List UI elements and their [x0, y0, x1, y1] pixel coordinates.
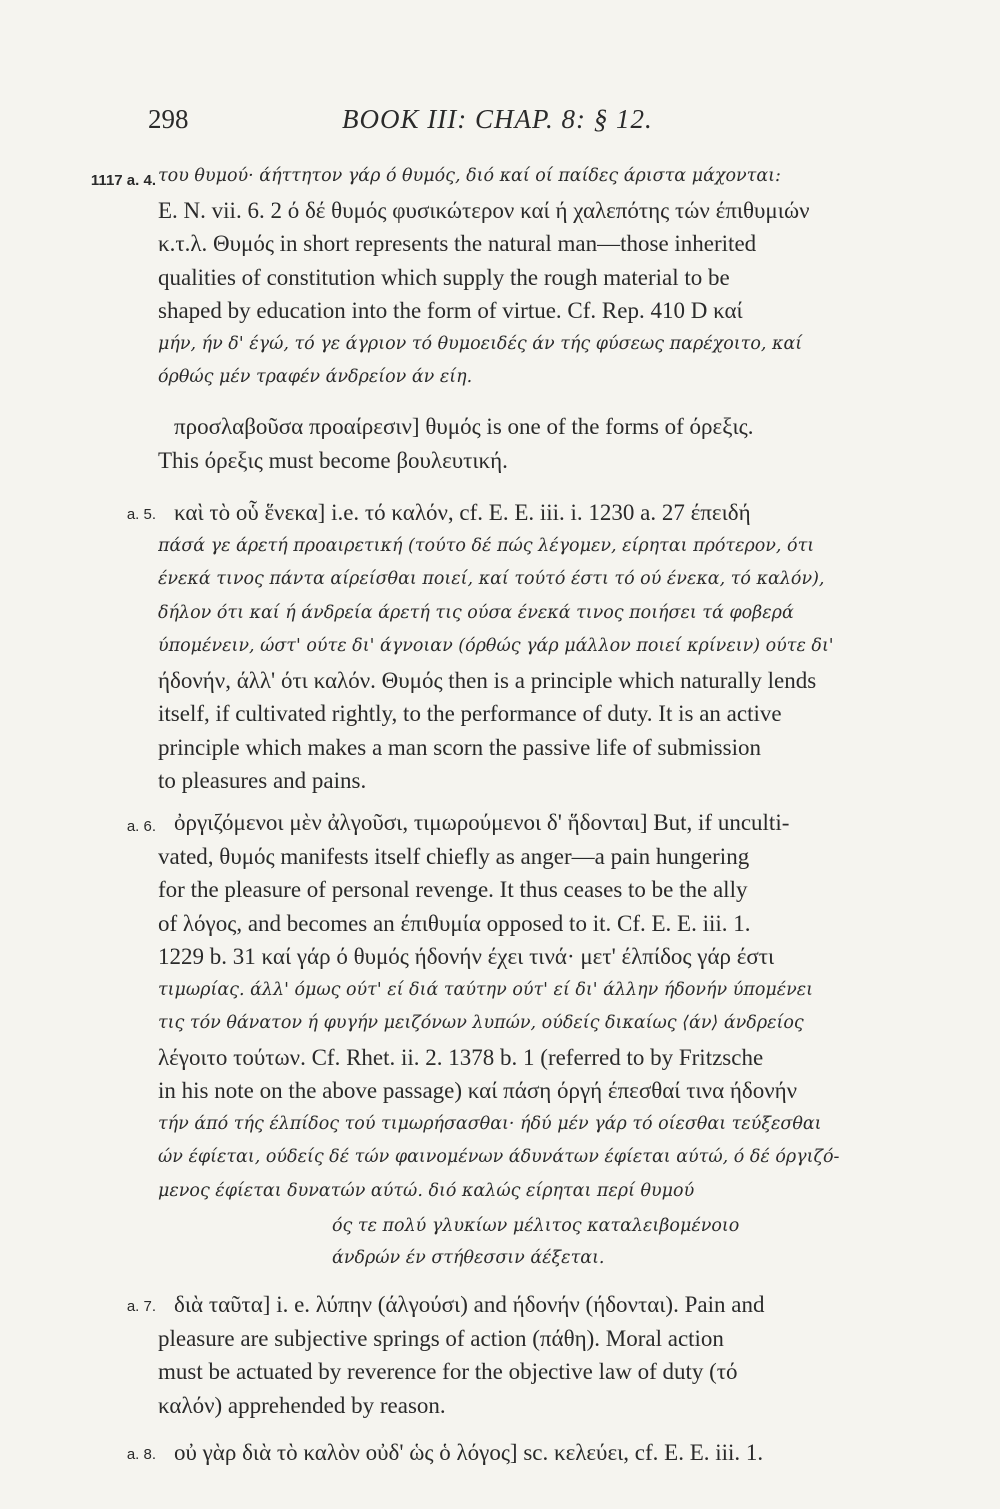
text-line: vated, θυμός manifests itself chiefly as anger—a pain hungering	[158, 843, 750, 869]
text-line: οὐ γὰρ διὰ τὸ καλὸν οὐδ' ὡς ὁ λόγος] sc. κελεύει, cf. E. E. iii. 1.	[174, 1440, 764, 1465]
text-line: μενος έφίεται δυνατών αύτώ. διό καλώς είρηται περί θυμού	[158, 1180, 695, 1201]
verse-line: άνδρών έν στήθεσσιν άέξεται.	[332, 1248, 605, 1268]
text-line: principle which makes a man scorn the passive life of submission	[158, 734, 761, 760]
note-text	[158, 1288, 918, 1422]
text-line: προσλαβοῦσα προαίρεσιν] θυμός is one of the forms of όρεξις.	[174, 414, 754, 439]
note-text	[158, 496, 918, 798]
text-line: qualities of constitution which supply the rough material to be	[158, 264, 730, 290]
text-line: 1229 b. 31 καί γάρ ό θυμός ήδονήν έχει τινά· μετ' έλπίδος γάρ έστι	[158, 944, 775, 969]
text-line: must be actuated by reverence for the objective law of duty (τό	[158, 1359, 738, 1384]
text-line: όρθώς μέν τραφέν άνδρείον άν είη.	[158, 367, 473, 387]
text-line: ένεκά τινος πάντα αίρείσθαι ποιεί, καί τούτό έστι τό ού ένεκα, τό καλόν),	[158, 569, 825, 589]
line-reference: a. 5.	[126, 506, 156, 523]
text-line: ήδονήν, άλλ' ότι καλόν. Θυμός then is a principle which naturally lends	[158, 667, 817, 693]
text-line: itself, if cultivated rightly, to the performance of duty. It is an active	[158, 701, 782, 726]
text-line: μήν, ήν δ' έγώ, τό γε άγριον τό θυμοειδές άν τής φύσεως παρέχοιτο, καί	[158, 333, 803, 354]
note-text	[158, 160, 918, 395]
line-reference: a. 7.	[126, 1298, 156, 1315]
text-line: πάσά γε άρετή προαιρετική (τούτο δέ πώς λέγομεν, είρηται πρότερον, ότι	[158, 535, 815, 556]
note-text	[158, 1436, 918, 1470]
verse-quotation	[332, 1210, 832, 1274]
text-line: λέγοιτο τούτων. Cf. Rhet. ii. 2. 1378 b. 1 (referred to by Fritzsche	[158, 1044, 764, 1070]
running-head: BOOK III: CHAP. 8: § 12.	[342, 104, 653, 134]
line-reference: a. 8.	[126, 1446, 156, 1463]
text-line: This όρεξις must become βουλευτική.	[158, 447, 508, 473]
line-reference: a. 6.	[126, 818, 156, 835]
text-line: to pleasures and pains.	[158, 768, 367, 793]
text-line: τιμωρίας. άλλ' όμως ούτ' εί διά ταύτην ούτ' εί δι' άλλην ήδονήν ύπομένει	[158, 979, 814, 1000]
text-line: καλόν) apprehended by reason.	[158, 1392, 446, 1418]
text-line: του θυμού· άήττητον γάρ ό θυμός, διό καί οί παίδες άριστα μάχονται:	[158, 166, 781, 186]
text-line: διὰ ταῦτα] i. e. λύπην (άλγούσι) and ήδονήν (ήδονται). Pain and	[174, 1292, 765, 1317]
note-text	[158, 806, 918, 1208]
page-number: 298	[148, 104, 189, 134]
line-reference: 1117 a. 4.	[90, 172, 156, 189]
text-line: ύπομένειν, ώστ' ούτε δι' άγνοιαν (όρθώς γάρ μάλλον ποιεί κρίνειν) ούτε δι'	[158, 636, 834, 656]
text-line: ὀργιζόμενοι μὲν ἀλγοῦσι, τιμωρούμενοι δ' ἥδονται] But, if unculti-	[174, 810, 790, 835]
verse-line: ός τε πολύ γλυκίων μέλιτος καταλειβομένοιο	[332, 1216, 740, 1236]
text-line: shaped by education into the form of virtue. Cf. Rep. 410 D καί	[158, 298, 743, 323]
note-text	[158, 410, 918, 477]
text-line: τήν άπό τής έλπίδος τού τιμωρήσασθαι· ήδύ μέν γάρ τό οίεσθαι τεύξεσθαι	[158, 1113, 822, 1134]
text-line: ών έφίεται, ούδείς δέ τών φαινομένων άδυνάτων έφίεται αύτώ, ό δέ όργιζό-	[158, 1147, 840, 1167]
text-line: for the pleasure of personal revenge. It thus ceases to be the ally	[158, 877, 748, 902]
text-line: κ.τ.λ. Θυμός in short represents the natural man—those inherited	[158, 231, 757, 256]
text-line: δήλον ότι καί ή άνδρεία άρετή τις ούσα ένεκά τινος ποιήσει τά φοβερά	[158, 602, 794, 623]
text-line: E. N. vii. 6. 2 ό δέ θυμός φυσικώτερον καί ή χαλεπότης τών έπιθυμιών	[158, 197, 810, 223]
text-line: in his note on the above passage) καί πάση όργή έπεσθαί τινα ήδονήν	[158, 1078, 798, 1103]
text-line: καὶ τὸ οὗ ἕνεκα] i.e. τό καλόν, cf. E. E. iii. i. 1230 a. 27 έπειδή	[174, 500, 751, 525]
text-line: of λόγος, and becomes an έπιθυμία opposed to it. Cf. E. E. iii. 1.	[158, 910, 751, 936]
page-header	[148, 104, 768, 140]
text-line: pleasure are subjective springs of action (πάθη). Moral action	[158, 1325, 724, 1351]
text-line: τις τόν θάνατον ή φυγήν μειζόνων λυπών, ούδείς δικαίως ⟨άν⟩ άνδρείος	[158, 1013, 804, 1033]
